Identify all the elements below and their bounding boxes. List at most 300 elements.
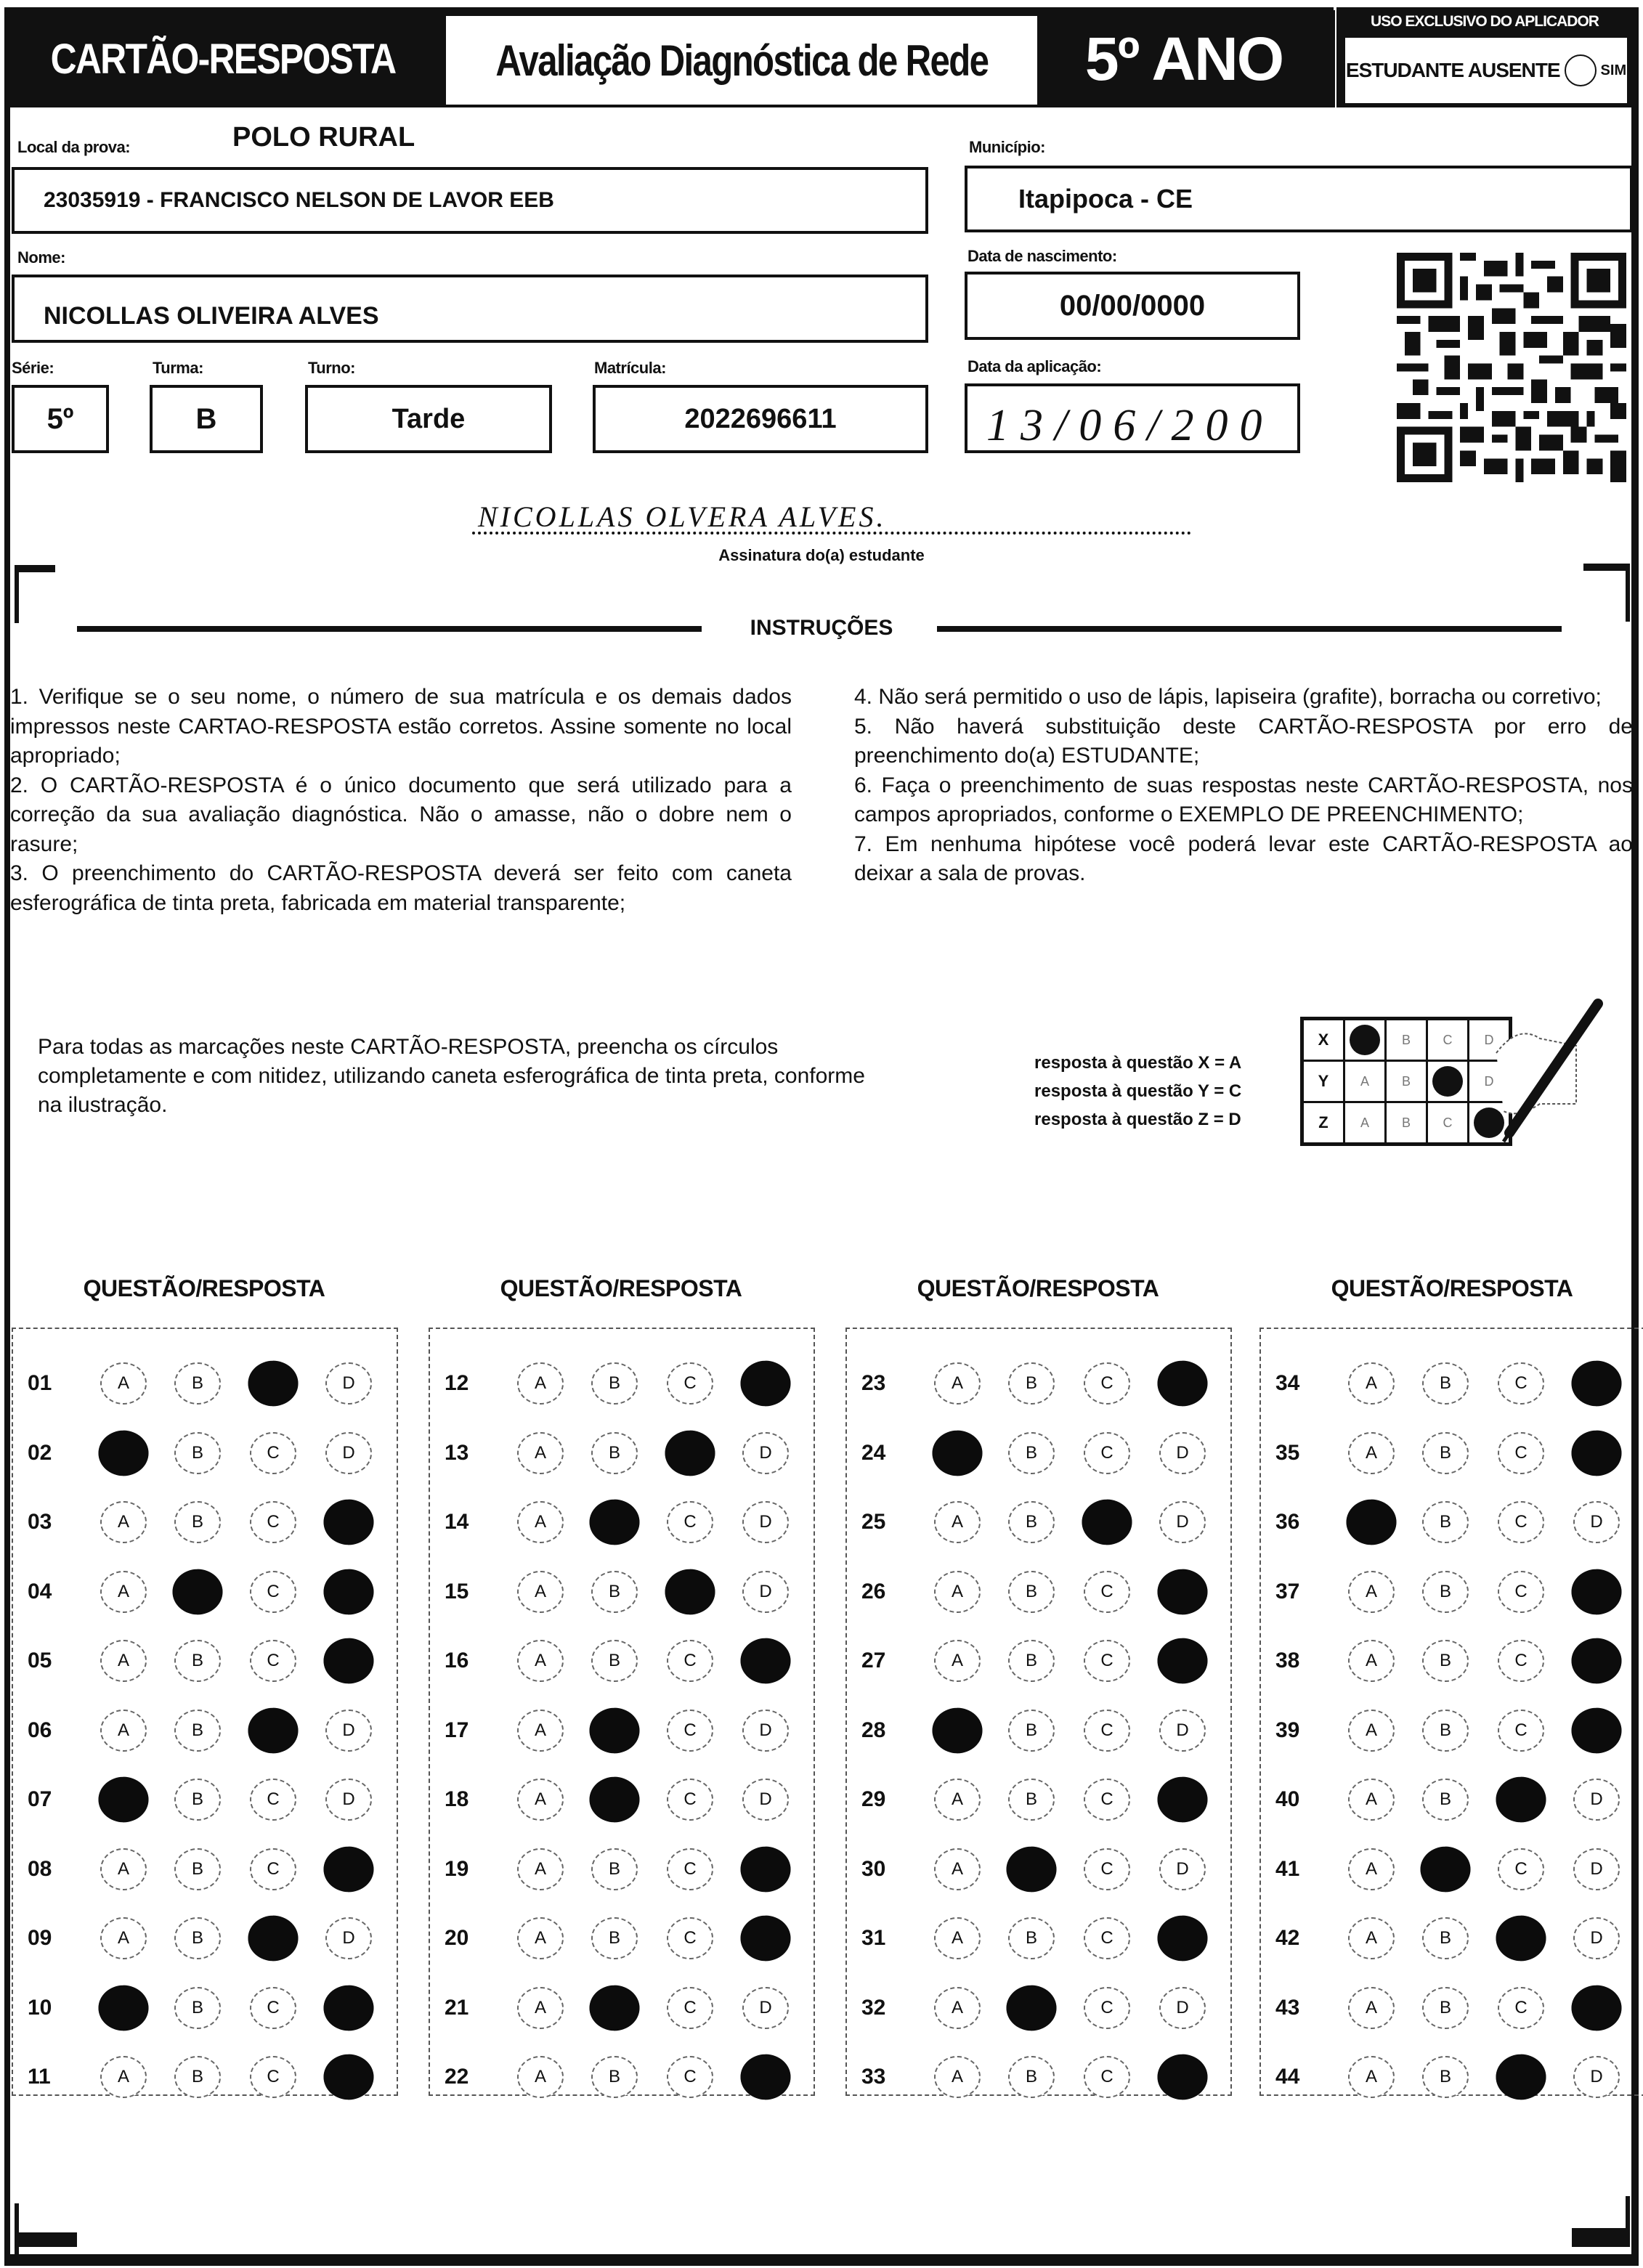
answer-bubble-d[interactable] [740, 1846, 790, 1892]
question-row [1261, 2056, 1643, 2100]
page-border-left [4, 7, 10, 2266]
answer-bubble-d[interactable] [1157, 1777, 1207, 1823]
answer-bubble-d[interactable] [740, 2054, 790, 2100]
answer-bubble-c[interactable] [1496, 2054, 1546, 2100]
answer-bubble-a[interactable]: A [1348, 1987, 1395, 2029]
example-row [1302, 1019, 1511, 1061]
answer-bubble-a[interactable]: A [934, 1848, 981, 1890]
question-row [430, 1432, 814, 1476]
answer-bubble-c[interactable]: C [1498, 1501, 1544, 1543]
answer-bubble-c[interactable]: C [250, 1571, 296, 1613]
answer-bubble-b[interactable]: B [591, 1848, 638, 1890]
student-absent-bubble[interactable] [1565, 54, 1597, 86]
example-legend-z: resposta à questão Z = D [1034, 1110, 1241, 1129]
answer-bubble-a[interactable]: A [517, 1917, 564, 1959]
qr-code-icon [1395, 253, 1628, 482]
column-header: QUESTÃO/RESPOSTA [500, 1275, 742, 1301]
example-legend-x: resposta à questão X = A [1034, 1053, 1242, 1073]
answer-bubble-b[interactable]: B [174, 1917, 221, 1959]
answer-bubble-b[interactable] [172, 1569, 222, 1614]
question-number: 02 [28, 1440, 52, 1465]
answer-bubble-b[interactable]: B [1008, 1362, 1055, 1405]
answer-bubble-b[interactable]: B [174, 1987, 221, 2029]
answer-bubble-b[interactable] [1006, 1846, 1056, 1892]
answer-bubble-b[interactable]: B [1008, 2056, 1055, 2098]
instruction-2: 2. O CARTÃO-RESPOSTA é o único documento que será utilizado para a correção da sua avaliação diagnóstica. Não o amasse, não o dobre nem o rasure; [10, 773, 792, 856]
answer-bubble-b[interactable]: B [1008, 1640, 1055, 1682]
answer-bubble-d[interactable]: D [1159, 1710, 1206, 1752]
question-row [1261, 1501, 1643, 1545]
answer-bubble-d[interactable]: D [325, 1917, 372, 1959]
question-number: 16 [445, 1649, 469, 1672]
answer-bubble-d[interactable]: D [1159, 1501, 1206, 1543]
answer-bubble-b[interactable]: B [1008, 1779, 1055, 1821]
shift-field [305, 385, 552, 453]
answer-bubble-b[interactable]: B [174, 1501, 221, 1543]
student-absent-option: SIM [1600, 62, 1627, 78]
question-row [1261, 1710, 1643, 1753]
question-row [430, 2056, 814, 2100]
answer-bubble-c[interactable]: C [667, 1362, 713, 1405]
answer-bubble-b[interactable]: B [591, 1917, 638, 1959]
question-row [847, 1571, 1230, 1614]
answer-bubble-b[interactable]: B [591, 1362, 638, 1405]
answer-bubble-a[interactable]: A [100, 1710, 147, 1752]
question-row [847, 1501, 1230, 1545]
answer-bubble-b[interactable] [589, 1985, 639, 2031]
answer-bubble-a[interactable]: A [934, 1571, 981, 1613]
answer-bubble-d[interactable]: D [742, 1987, 789, 2029]
pen-hand-illustration-icon [1489, 995, 1634, 1162]
answer-bubble-a[interactable]: A [1348, 1432, 1395, 1474]
question-row [430, 1501, 814, 1545]
school-value: 23035919 - FRANCISCO NELSON DE LAVOR EEB [44, 188, 554, 212]
grade-value: 5º [46, 402, 74, 435]
answer-bubble-a[interactable] [98, 1777, 148, 1823]
answer-bubble-d[interactable] [740, 1916, 790, 1962]
question-row [13, 1501, 397, 1545]
question-number: 13 [445, 1440, 469, 1465]
answer-bubble-c[interactable] [1496, 1916, 1546, 1962]
answer-bubble-b[interactable]: B [591, 2056, 638, 2098]
example-option: A [1344, 1061, 1386, 1102]
answer-bubble-b[interactable]: B [1008, 1432, 1055, 1474]
answer-bubble-b[interactable]: B [1422, 1571, 1469, 1613]
question-row [13, 1987, 397, 2031]
question-row [1261, 1571, 1643, 1614]
question-row [430, 1362, 814, 1406]
answer-bubble-a[interactable]: A [517, 1987, 564, 2029]
answer-bubble-d[interactable]: D [325, 1710, 372, 1752]
municipality-label: Município: [969, 138, 1045, 156]
enrollment-label: Matrícula: [594, 359, 666, 377]
answer-bubble-c[interactable]: C [1498, 1571, 1544, 1613]
answer-bubble-a[interactable]: A [1348, 2056, 1395, 2098]
answer-bubble-a[interactable] [1346, 1500, 1396, 1545]
question-number: 35 [1275, 1440, 1300, 1465]
answer-bubble-d[interactable]: D [1573, 2056, 1620, 2098]
question-row [1261, 1640, 1643, 1683]
answer-bubble-a[interactable]: A [934, 1917, 981, 1959]
answer-bubble-a[interactable]: A [1348, 1362, 1395, 1405]
question-row [430, 1779, 814, 1822]
answer-bubble-b[interactable]: B [1008, 1571, 1055, 1613]
question-number: 41 [1275, 1856, 1300, 1881]
answer-bubble-c[interactable]: C [250, 1640, 296, 1682]
shift-value: Tarde [392, 403, 466, 434]
question-number: 27 [861, 1649, 886, 1672]
answer-bubble-d[interactable] [1571, 1430, 1621, 1476]
answer-bubble-a[interactable]: A [934, 1987, 981, 2029]
answer-bubble-a[interactable]: A [517, 1710, 564, 1752]
question-number: 21 [445, 1995, 469, 2020]
filled-circle-icon [1350, 1025, 1380, 1055]
answer-bubble-d[interactable]: D [742, 1432, 789, 1474]
example-row-label: Z [1302, 1102, 1344, 1145]
answer-bubble-d[interactable]: D [1159, 1432, 1206, 1474]
answer-bubble-c[interactable]: C [1084, 1571, 1130, 1613]
answer-bubble-a[interactable]: A [934, 2056, 981, 2098]
answer-bubble-b[interactable]: B [591, 1640, 638, 1682]
answer-bubble-b[interactable]: B [591, 1571, 638, 1613]
answer-bubble-c[interactable] [665, 1430, 715, 1476]
answer-bubble-b[interactable] [589, 1707, 639, 1753]
question-row [1261, 1848, 1643, 1892]
question-number: 15 [445, 1579, 469, 1604]
answer-bubble-d[interactable] [1571, 1361, 1621, 1407]
answer-bubble-c[interactable] [248, 1916, 298, 1962]
answer-bubble-d[interactable] [323, 1569, 373, 1614]
registration-mark-bottom-right [1572, 2228, 1630, 2247]
question-number: 01 [28, 1371, 52, 1395]
answer-bubble-d[interactable] [1571, 1569, 1621, 1614]
answer-bubble-d[interactable]: D [1573, 1779, 1620, 1821]
answer-bubble-a[interactable]: A [517, 1848, 564, 1890]
student-absent-label: ESTUDANTE AUSENTE [1345, 59, 1560, 81]
answer-bubble-b[interactable]: B [1422, 2056, 1469, 2098]
answer-bubble-c[interactable]: C [250, 1501, 296, 1543]
answer-bubble-c[interactable]: C [1498, 1432, 1544, 1474]
question-number: 08 [28, 1856, 52, 1881]
answer-bubble-b[interactable] [589, 1777, 639, 1823]
answer-bubble-c[interactable]: C [1084, 1362, 1130, 1405]
answer-bubble-c[interactable]: C [667, 1710, 713, 1752]
answer-bubble-d[interactable]: D [742, 1710, 789, 1752]
instruction-3: 3. O preenchimento do CARTÃO-RESPOSTA deverá ser feito com caneta esferográfica de tinta preta, fabricada em material transparente; [10, 861, 792, 915]
answer-bubble-d[interactable]: D [1573, 1848, 1620, 1890]
answer-bubble-a[interactable]: A [100, 1571, 147, 1613]
answer-bubble-d[interactable] [740, 1361, 790, 1407]
answer-bubble-d[interactable]: D [1573, 1917, 1620, 1959]
answer-bubble-a[interactable]: A [1348, 1710, 1395, 1752]
answer-bubble-c[interactable]: C [1084, 1710, 1130, 1752]
answer-bubble-c[interactable]: C [1084, 1848, 1130, 1890]
answer-bubble-b[interactable] [1420, 1846, 1470, 1892]
enrollment-value: 2022696611 [684, 403, 837, 434]
answer-column-1 [12, 1328, 398, 2096]
answer-bubble-a[interactable]: A [517, 1501, 564, 1543]
answer-bubble-d[interactable]: D [1159, 1848, 1206, 1890]
registration-mark-top-left [15, 565, 55, 572]
answer-bubble-b[interactable]: B [1422, 1779, 1469, 1821]
answer-bubble-d[interactable]: D [742, 1779, 789, 1821]
answer-bubble-c[interactable]: C [667, 1917, 713, 1959]
answer-bubble-d[interactable] [1157, 1916, 1207, 1962]
answer-bubble-c[interactable]: C [250, 1848, 296, 1890]
answer-bubble-d[interactable]: D [1159, 1987, 1206, 2029]
question-number: 18 [445, 1787, 469, 1811]
answer-bubble-c[interactable] [665, 1569, 715, 1614]
answer-bubble-a[interactable] [932, 1430, 982, 1476]
answer-bubble-c[interactable]: C [250, 1779, 296, 1821]
question-number: 17 [445, 1718, 469, 1742]
instruction-5: 5. Não haverá substituição deste CARTÃO-RESPOSTA por erro de preenchimento do(a) ESTUDANTE; [854, 714, 1633, 768]
example-option: D [1469, 1061, 1511, 1102]
answer-bubble-a[interactable] [932, 1707, 982, 1753]
answer-bubble-b[interactable]: B [1422, 1501, 1469, 1543]
answer-bubble-c[interactable]: C [667, 1987, 713, 2029]
question-number: 30 [861, 1856, 886, 1881]
answer-bubble-a[interactable]: A [1348, 1779, 1395, 1821]
example-grid [1300, 1017, 1512, 1146]
question-row [430, 1987, 814, 2031]
question-number: 04 [28, 1579, 52, 1604]
evaluation-title-text: Avaliação Diagnóstica de Rede [495, 36, 988, 85]
answer-bubble-d[interactable] [1157, 1569, 1207, 1614]
answer-bubble-a[interactable]: A [100, 1917, 147, 1959]
answer-bubble-b[interactable]: B [591, 1432, 638, 1474]
answer-bubble-c[interactable] [248, 1707, 298, 1753]
question-row [13, 1432, 397, 1476]
question-row [1261, 1362, 1643, 1406]
question-number: 40 [1275, 1787, 1300, 1811]
question-row [430, 1917, 814, 1961]
answer-bubble-b[interactable]: B [1422, 1710, 1469, 1752]
answer-bubble-a[interactable] [98, 1985, 148, 2031]
answer-bubble-a[interactable]: A [517, 1640, 564, 1682]
answer-bubble-d[interactable]: D [325, 1779, 372, 1821]
answer-bubble-b[interactable]: B [174, 1848, 221, 1890]
answer-bubble-d[interactable] [1157, 1638, 1207, 1684]
question-number: 14 [445, 1510, 469, 1534]
answer-bubble-c[interactable]: C [1498, 1640, 1544, 1682]
answer-bubble-a[interactable]: A [100, 1362, 147, 1405]
answer-bubble-c[interactable]: C [1084, 2056, 1130, 2098]
answer-bubble-b[interactable]: B [174, 2056, 221, 2098]
answer-bubble-d[interactable] [1157, 2054, 1207, 2100]
answer-bubble-c[interactable]: C [667, 1501, 713, 1543]
answer-bubble-a[interactable]: A [517, 2056, 564, 2098]
answer-bubble-c[interactable]: C [1084, 1640, 1130, 1682]
answer-bubble-c[interactable]: C [1498, 1710, 1544, 1752]
registration-mark-top-right-v [1626, 564, 1630, 622]
answer-bubble-d[interactable] [1571, 1638, 1621, 1684]
question-number: 22 [445, 2065, 469, 2089]
answer-bubble-a[interactable]: A [100, 2056, 147, 2098]
question-number: 36 [1275, 1510, 1300, 1534]
answer-bubble-a[interactable]: A [517, 1571, 564, 1613]
answer-bubble-a[interactable]: A [934, 1362, 981, 1405]
question-row [847, 2056, 1230, 2100]
question-row [847, 1987, 1230, 2031]
answer-bubble-b[interactable]: B [1422, 1432, 1469, 1474]
question-row [430, 1640, 814, 1683]
name-label: Nome: [17, 248, 65, 267]
answer-bubble-a[interactable]: A [934, 1501, 981, 1543]
answer-bubble-d[interactable] [1571, 1707, 1621, 1753]
question-number: 07 [28, 1787, 52, 1811]
answer-bubble-b[interactable] [1006, 1985, 1056, 2031]
answer-bubble-b[interactable]: B [1422, 1987, 1469, 2029]
answer-bubble-b[interactable]: B [174, 1432, 221, 1474]
name-value: NICOLLAS OLIVEIRA ALVES [44, 301, 379, 330]
answer-bubble-d[interactable]: D [742, 1501, 789, 1543]
signature-caption: Assinatura do(a) estudante [718, 546, 925, 564]
answer-bubble-a[interactable]: A [1348, 1640, 1395, 1682]
question-number: 23 [861, 1371, 886, 1395]
application-date-label: Data da aplicação: [967, 357, 1102, 375]
birth-date-field [965, 272, 1300, 340]
answer-bubble-a[interactable]: A [100, 1640, 147, 1682]
answer-bubble-d[interactable] [323, 1985, 373, 2031]
question-row [847, 1432, 1230, 1476]
question-number: 29 [861, 1787, 886, 1811]
enrollment-field [593, 385, 928, 453]
example-option: B [1386, 1102, 1427, 1145]
school-field [12, 167, 928, 234]
answer-column-2 [429, 1328, 815, 2096]
answer-bubble-c[interactable]: C [1084, 1917, 1130, 1959]
answer-bubble-a[interactable]: A [934, 1640, 981, 1682]
question-number: 06 [28, 1718, 52, 1742]
question-number: 31 [861, 1926, 886, 1950]
question-number: 20 [445, 1926, 469, 1950]
filled-circle-icon [1432, 1066, 1463, 1097]
municipality-field [965, 166, 1633, 232]
question-number: 19 [445, 1856, 469, 1881]
question-row [847, 1848, 1230, 1892]
answer-bubble-c[interactable]: C [250, 1432, 296, 1474]
answer-bubble-a[interactable]: A [1348, 1571, 1395, 1613]
question-number: 34 [1275, 1371, 1300, 1395]
answer-bubble-a[interactable]: A [100, 1848, 147, 1890]
question-row [13, 1848, 397, 1892]
question-number: 39 [1275, 1718, 1300, 1742]
answer-bubble-b[interactable]: B [1008, 1710, 1055, 1752]
answer-bubble-d[interactable] [323, 1846, 373, 1892]
answer-bubble-c[interactable]: C [667, 1779, 713, 1821]
answer-bubble-b[interactable]: B [174, 1640, 221, 1682]
answer-bubble-c[interactable]: C [1084, 1432, 1130, 1474]
question-row [430, 1710, 814, 1753]
answer-bubble-d[interactable]: D [325, 1362, 372, 1405]
answer-bubble-a[interactable]: A [517, 1432, 564, 1474]
question-row [430, 1571, 814, 1614]
instruction-4: 4. Não será permitido o uso de lápis, lapiseira (grafite), borracha ou corretivo; [854, 685, 1602, 709]
answer-bubble-a[interactable]: A [934, 1779, 981, 1821]
question-number: 25 [861, 1510, 886, 1534]
answer-bubble-a[interactable]: A [100, 1501, 147, 1543]
answer-bubble-c[interactable]: C [1084, 1987, 1130, 2029]
column-header: QUESTÃO/RESPOSTA [1331, 1275, 1573, 1301]
answer-bubble-c[interactable]: C [667, 2056, 713, 2098]
answer-bubble-d[interactable] [323, 1638, 373, 1684]
answer-bubble-b[interactable]: B [1422, 1362, 1469, 1405]
registration-mark-bottom-left [15, 2232, 77, 2247]
answer-bubble-b[interactable]: B [1422, 1640, 1469, 1682]
answer-bubble-c[interactable] [1082, 1500, 1132, 1545]
example-option: C [1427, 1102, 1469, 1145]
answer-bubble-a[interactable]: A [1348, 1848, 1395, 1890]
grade-label: Série: [12, 359, 54, 377]
answer-bubble-d[interactable] [1571, 1985, 1621, 2031]
answer-bubble-a[interactable]: A [517, 1362, 564, 1405]
example-filled-bubble [1344, 1019, 1386, 1061]
answer-bubble-d[interactable]: D [742, 1571, 789, 1613]
answer-bubble-b[interactable]: B [174, 1710, 221, 1752]
column-header: QUESTÃO/RESPOSTA [83, 1275, 325, 1301]
question-row [1261, 1987, 1643, 2031]
answer-bubble-b[interactable]: B [1008, 1501, 1055, 1543]
answer-bubble-c[interactable]: C [250, 1987, 296, 2029]
answer-bubble-c[interactable]: C [1498, 1987, 1544, 2029]
exam-location-value: POLO RURAL [232, 122, 415, 153]
question-number: 24 [861, 1440, 886, 1465]
answer-bubble-c[interactable] [248, 1361, 298, 1407]
answer-bubble-b[interactable]: B [1422, 1917, 1469, 1959]
answer-bubble-c[interactable]: C [1084, 1779, 1130, 1821]
answer-bubble-b[interactable]: B [174, 1362, 221, 1405]
example-legend-y: resposta à questão Y = C [1034, 1081, 1242, 1101]
example-option: C [1427, 1019, 1469, 1061]
answer-bubble-b[interactable]: B [1008, 1917, 1055, 1959]
example-row [1302, 1102, 1511, 1145]
answer-bubble-a[interactable]: A [517, 1779, 564, 1821]
question-row [13, 1917, 397, 1961]
answer-bubble-a[interactable]: A [1348, 1917, 1395, 1959]
answer-bubble-c[interactable]: C [250, 2056, 296, 2098]
answer-bubble-c[interactable]: C [1498, 1362, 1544, 1405]
answer-bubble-b[interactable] [589, 1500, 639, 1545]
example-option: B [1386, 1061, 1427, 1102]
question-number: 33 [861, 2065, 886, 2089]
example-option: B [1386, 1019, 1427, 1061]
answer-bubble-d[interactable] [323, 2054, 373, 2100]
example-instructions: Para todas as marcações neste CARTÃO-RESPOSTA, preencha os círculos completamente e com nitidez, utilizando caneta esferográfica de tinta preta, conforme na ilustração. [38, 1035, 865, 1117]
application-date-field[interactable] [965, 383, 1300, 453]
answer-bubble-b[interactable]: B [174, 1779, 221, 1821]
answer-bubble-c[interactable]: C [667, 1640, 713, 1682]
example-row-label: X [1302, 1019, 1344, 1061]
answer-bubble-c[interactable] [1496, 1777, 1546, 1823]
question-row [847, 1362, 1230, 1406]
answer-bubble-d[interactable] [740, 1638, 790, 1684]
student-absent-field [1345, 38, 1627, 103]
answer-bubble-d[interactable] [1157, 1361, 1207, 1407]
answer-bubble-c[interactable]: C [1498, 1848, 1544, 1890]
answer-bubble-a[interactable] [98, 1430, 148, 1476]
question-row [1261, 1779, 1643, 1822]
answer-bubble-d[interactable] [323, 1500, 373, 1545]
answer-bubble-d[interactable]: D [1573, 1501, 1620, 1543]
answer-bubble-c[interactable]: C [667, 1848, 713, 1890]
example-filled-bubble [1427, 1061, 1469, 1102]
question-row [13, 1710, 397, 1753]
instruction-7: 7. Em nenhuma hipótese você poderá levar este CARTÃO-RESPOSTA ao deixar a sala de provas. [854, 832, 1633, 885]
card-title: CARTÃO-RESPOSTA [50, 35, 396, 83]
answer-bubble-d[interactable]: D [325, 1432, 372, 1474]
question-row [13, 1779, 397, 1822]
